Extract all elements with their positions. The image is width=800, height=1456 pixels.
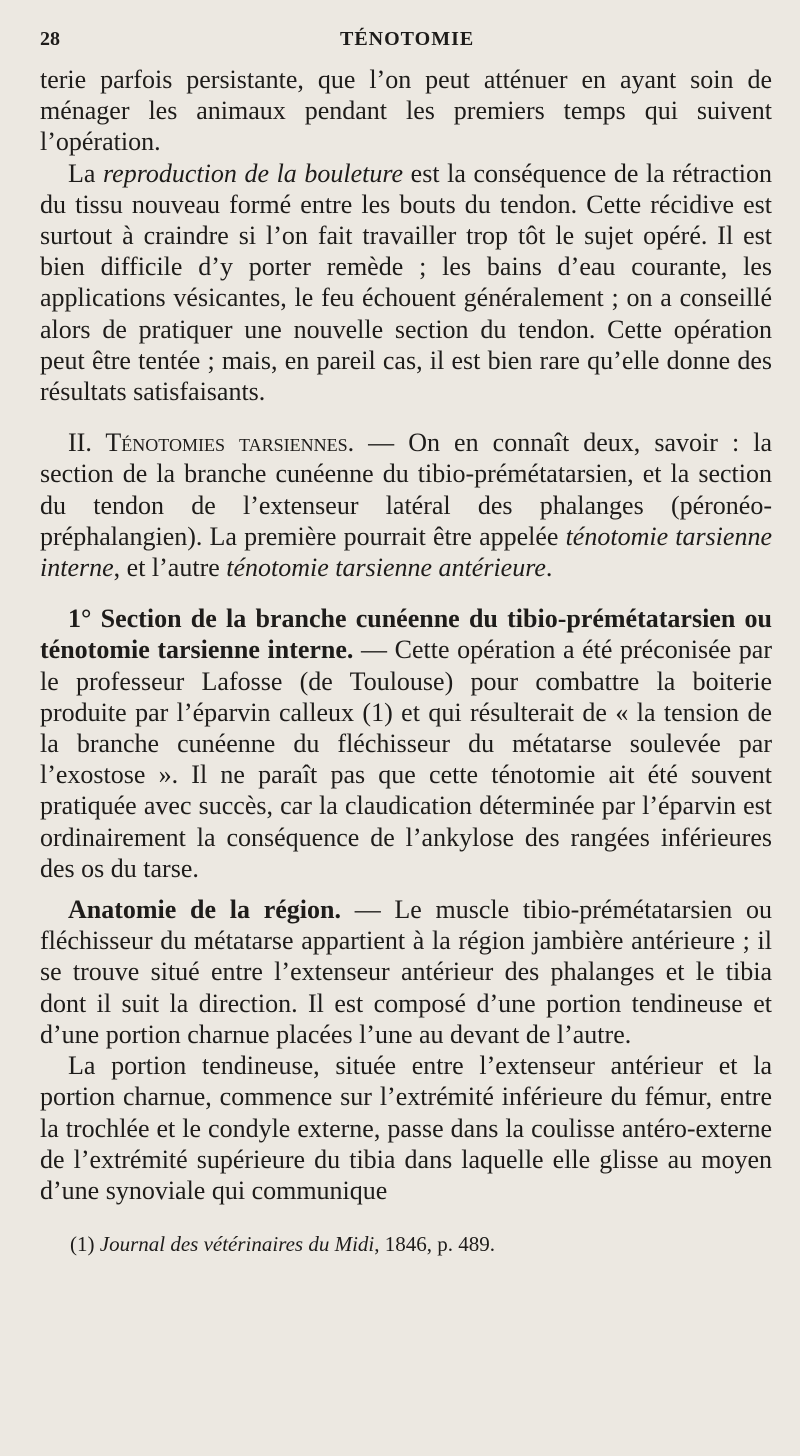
subsection-heading-section-branche-cuneenne: 1° Section de la branche cunéenne du tibio-prémétatarsien ou ténotomie tarsienne interne. xyxy=(40,604,772,665)
paragraph-3-rest: — On en connaît deux, savoir : la section de la branche cunéenne du tibio-prémétatarsien, et la section du tendon de l’extenseur latéral des phalanges (péronéo-préphalangien). La première pourrait être appelée xyxy=(40,428,772,551)
paragraph-6 xyxy=(40,1050,772,1206)
paragraph-1-text: terie parfois persistante, que l’on peut atténuer en ayant soin de ménager les animaux pendant les premiers temps qui suivent l’opération. xyxy=(40,65,772,157)
page-header xyxy=(40,28,772,64)
paragraph-3-italic-2: ténotomie tarsienne antérieure xyxy=(226,553,546,583)
paragraph-2-rest: est la conséquence de la rétraction du tissu nouveau formé entre les bouts du tendon. Cette récidive est surtout à craindre si l’on fait travailler trop tôt le sujet opéré. Il est bien difficile d’y porter remède ; les bains d’eau courante, les applications vésicantes, le feu échouent généralement ; on a conseillé alors de pratiquer une nouvelle section du tendon. Cette opération peut être tentée ; mais, en pareil cas, il est bien rare qu’elle donne des résultats satisfaisants. xyxy=(40,158,773,407)
page-number: 28 xyxy=(40,28,60,50)
paragraph-5 xyxy=(40,894,772,1050)
paragraph-4 xyxy=(40,603,772,884)
paragraph-3-italic-1: ténotomie tarsienne interne xyxy=(40,521,772,583)
paragraph-5-rest: — Le muscle tibio-prémétatarsien ou fléchisseur du métatarse appartient à la région jambière antérieure ; il se trouve situé entre l’extenseur antérieur des phalanges et le tibia dont il suit la direction. Il est composé d’une portion tendineuse et d’une portion charnue placées l’une au devant de l’autre. xyxy=(40,895,772,1049)
paragraph-3 xyxy=(40,427,772,583)
subsection-heading-anatomie: Anatomie de la région. xyxy=(68,895,341,925)
paragraph-1 xyxy=(40,64,772,158)
paragraph-6-text: La portion tendineuse, située entre l’extenseur antérieur et la portion charnue, commence sur l’extrémité inférieure du fémur, entre la trochlée et le condyle externe, passe dans la coulisse antéro-externe de l’extrémité supérieure du tibia dans laquelle elle glisse au moyen d’une synoviale qui communique xyxy=(40,1051,772,1205)
paragraph-4-rest: — Cette opération a été préconisée par le professeur Lafosse (de Toulouse) pour combattre la boiterie produite par l’éparvin calleux (1) et qui résulterait de « la tension de la branche cunéenne du fléchisseur du métatarse soulevée par l’exostose ». Il ne paraît pas que cette ténotomie ait été souvent pratiquée avec succès, car la claudication déterminée par l’éparvin est ordinairement la conséquence de l’ankylose des rangées inférieures des os du tarse. xyxy=(40,635,772,883)
paragraph-2-italic: reproduction de la bouleture xyxy=(103,158,404,188)
footnote xyxy=(40,1230,772,1258)
paragraph-2 xyxy=(40,158,772,408)
running-title: TÉNOTOMIE xyxy=(340,28,475,50)
footnote-journal: Journal des vétérinaires du Midi xyxy=(99,1232,375,1257)
paragraph-2-start: La xyxy=(68,158,104,188)
footnote-marker: (1) xyxy=(70,1232,100,1257)
paragraph-3-mid: , et l’autre xyxy=(113,553,227,583)
paragraph-3-end: . xyxy=(545,553,553,583)
footnote-rest: , 1846, p. 489. xyxy=(374,1232,496,1257)
section-heading-tenotomies-tarsiennes: II. Ténotomies tarsiennes. xyxy=(68,428,355,458)
